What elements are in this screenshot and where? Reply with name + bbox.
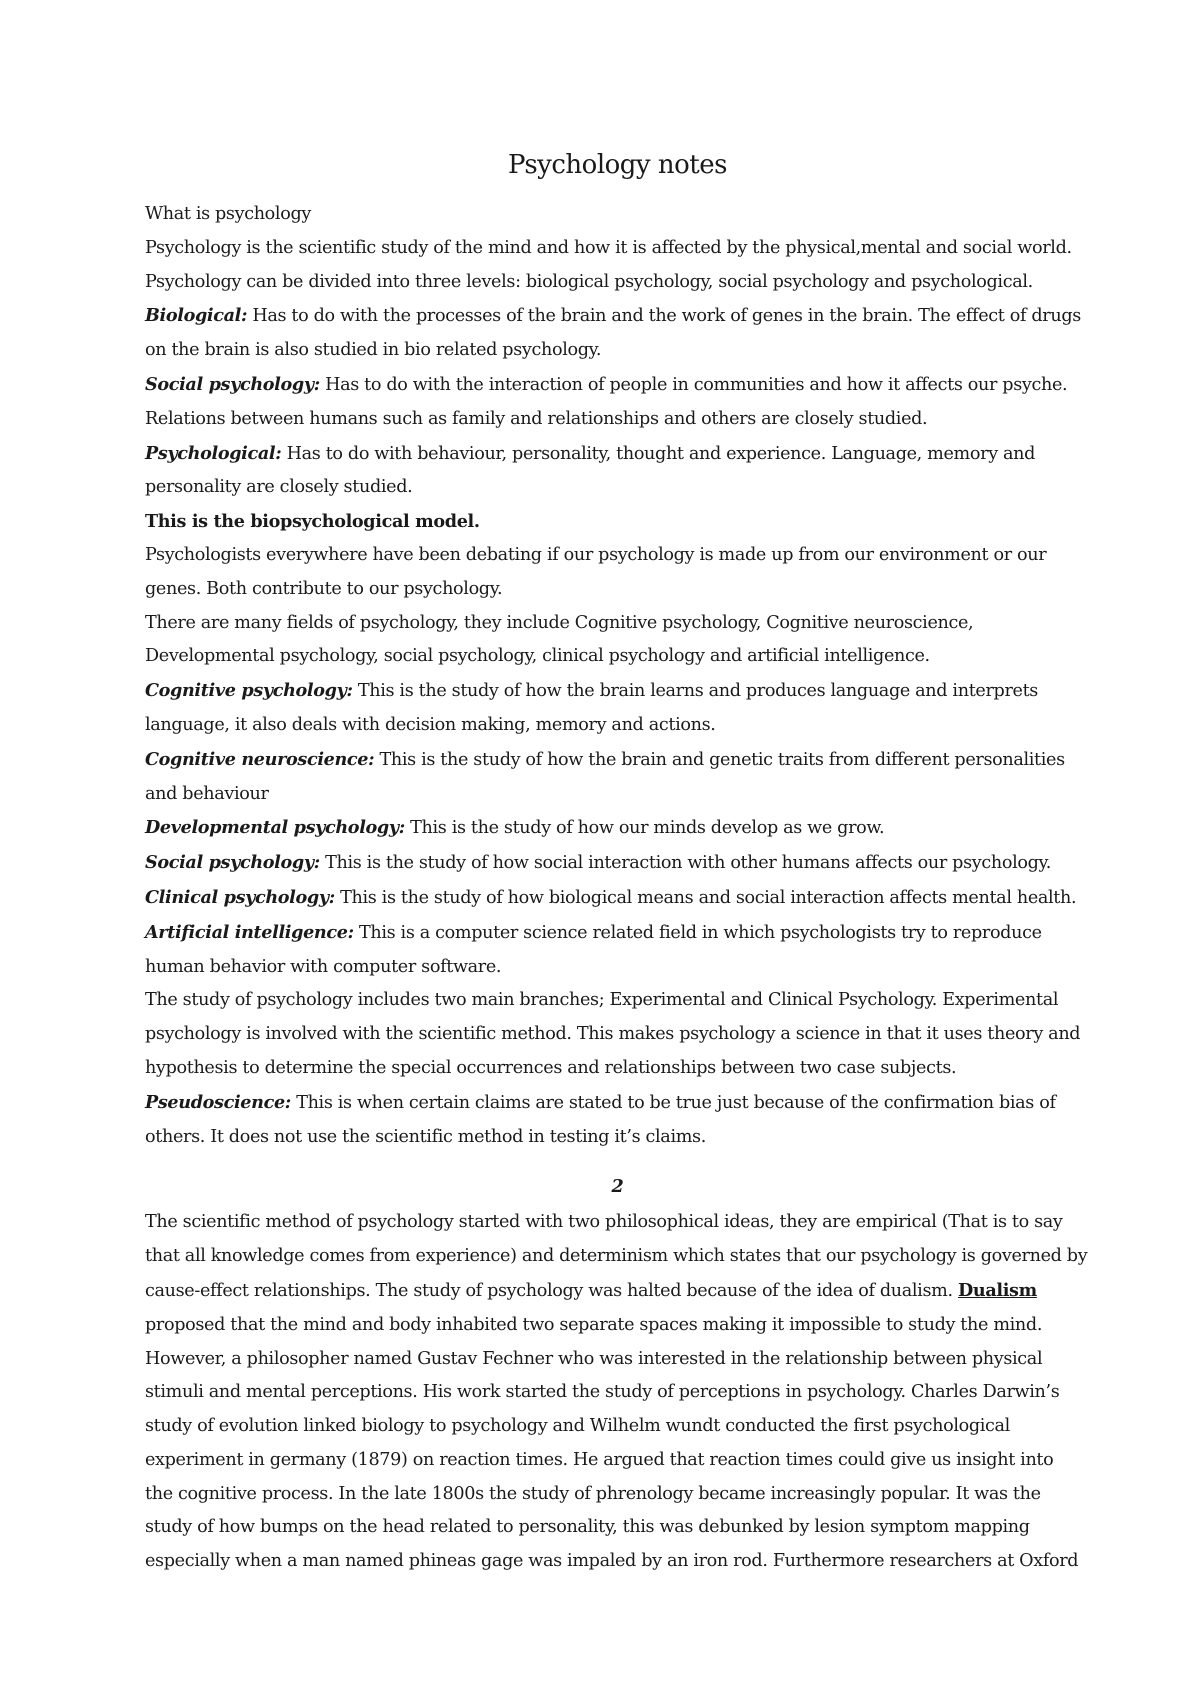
definition-artificial-intelligence: [145, 916, 1070, 951]
text-line: Psychology can be divided into three levels: biological psychology, social psychology and psychological.: [145, 271, 1033, 292]
heading-what-is-psychology: What is psychology: [145, 204, 311, 224]
text-line: and behaviour: [145, 783, 269, 804]
text-line: Relations between humans such as family and relationships and others are closely studied.: [145, 408, 928, 429]
section-number: 2: [611, 1176, 624, 1198]
text-line: especially when a man named phineas gage was impaled by an iron rod. Furthermore researchers at Oxford: [145, 1551, 1079, 1572]
term-dualism: Dualism: [957, 1279, 1037, 1301]
text-line-dualism: [145, 1274, 1070, 1309]
definition-text: This is the study of how the brain and genetic traits from different personalities: [374, 749, 1065, 770]
text-line: on the brain is also studied in bio related psychology.: [145, 340, 602, 361]
definition-text: This is the study of how social interaction with other humans affects our psychology.: [319, 853, 1051, 874]
term-label: Social psychology:: [145, 373, 320, 395]
definition-text: Has to do with the processes of the brain and the work of genes in the brain. The effect of drugs: [247, 306, 1081, 327]
definition-social-psychology: [145, 368, 1070, 403]
text-line: experiment in germany (1879) on reaction times. He argued that reaction times could give us insight into: [145, 1449, 1054, 1470]
page-title: Psychology notes: [508, 150, 727, 180]
definition-text: This is a computer science related field in which psychologists try to reproduce: [353, 922, 1042, 943]
text-line: language, it also deals with decision making, memory and actions.: [145, 714, 716, 735]
text-line: that all knowledge comes from experience) and determinism which states that our psychology is governed by: [145, 1246, 1088, 1267]
definition-developmental-psychology: [145, 811, 1070, 846]
text-line: Psychology is the scientific study of the mind and how it is affected by the physical,mental and social world.: [145, 237, 1072, 258]
definition-pseudoscience: [145, 1086, 1070, 1121]
text-line: There are many fields of psychology, they include Cognitive psychology, Cognitive neuroscience,: [145, 612, 974, 633]
text-line: However, a philosopher named Gustav Fechner who was interested in the relationship between physical: [145, 1348, 1043, 1369]
section-fields-of-psychology: [145, 198, 1081, 1154]
term-label: Clinical psychology:: [145, 886, 335, 908]
text-line: Developmental psychology, social psychology, clinical psychology and artificial intelligence.: [145, 646, 930, 667]
section-history-of-psychology: [145, 1206, 1088, 1579]
text-line: proposed that the mind and body inhabited two separate spaces making it impossible to study the mind.: [145, 1314, 1043, 1335]
term-label: Cognitive neuroscience:: [145, 748, 375, 770]
text-line: The study of psychology includes two main branches; Experimental and Clinical Psychology. Experimental: [145, 990, 1059, 1011]
term-label: Cognitive psychology:: [145, 680, 353, 702]
definition-text: This is the study of how our minds develop as we grow.: [404, 818, 885, 839]
text-line: others. It does not use the scientific method in testing it’s claims.: [145, 1126, 706, 1147]
text-line: human behavior with computer software.: [145, 956, 502, 977]
term-label: Psychological:: [145, 442, 282, 464]
text-line: hypothesis to determine the special occurrences and relationships between two case subjects.: [145, 1057, 957, 1078]
term-label: Biological:: [145, 305, 248, 327]
definition-cognitive-neuroscience: [145, 743, 1070, 778]
definition-cognitive-psychology: [145, 674, 1070, 709]
term-label: Developmental psychology:: [145, 817, 405, 839]
definition-text: Has to do with the interaction of people in communities and how it affects our psyche.: [319, 374, 1068, 395]
text-line: Psychologists everywhere have been debating if our psychology is made up from our environment or our: [145, 544, 1047, 565]
text-line: the cognitive process. In the late 1800s the study of phrenology became increasingly popular. It was the: [145, 1483, 1041, 1504]
text-segment: cause-effect relationships. The study of psychology was halted because of the idea of dualism.: [145, 1280, 958, 1301]
definition-text: Has to do with behaviour, personality, thought and experience. Language, memory and: [281, 443, 1036, 464]
text-line: stimuli and mental perceptions. His work started the study of perceptions in psychology. Charles Darwin’s: [145, 1382, 1060, 1403]
definition-clinical-psychology: [145, 881, 1077, 916]
definition-text: This is the study of how the brain learns and produces language and interprets: [352, 681, 1038, 702]
term-label: Social psychology:: [145, 852, 320, 874]
text-line: genes. Both contribute to our psychology.: [145, 578, 503, 599]
term-label: Pseudoscience:: [145, 1091, 291, 1113]
definition-psychological: [145, 437, 1070, 472]
term-label: Artificial intelligence:: [145, 921, 354, 943]
definition-text: This is the study of how biological means and social interaction affects mental health.: [334, 887, 1077, 908]
definition-biological: [145, 299, 1081, 334]
definition-text: This is when certain claims are stated to be true just because of the confirmation bias of: [290, 1092, 1056, 1113]
text-line: study of evolution linked biology to psychology and Wilhelm wundt conducted the first psychological: [145, 1416, 1010, 1437]
definition-social-psychology-field: [145, 846, 1070, 881]
biopsychological-model-statement: This is the biopsychological model.: [145, 511, 480, 533]
text-line: study of how bumps on the head related to personality, this was debunked by lesion symptom mapping: [145, 1517, 1030, 1538]
text-line: psychology is involved with the scientific method. This makes psychology a science in that it uses theory and: [145, 1024, 1081, 1045]
text-line: The scientific method of psychology started with two philosophical ideas, they are empirical (That is to say: [145, 1212, 1063, 1233]
text-line: personality are closely studied.: [145, 477, 413, 498]
